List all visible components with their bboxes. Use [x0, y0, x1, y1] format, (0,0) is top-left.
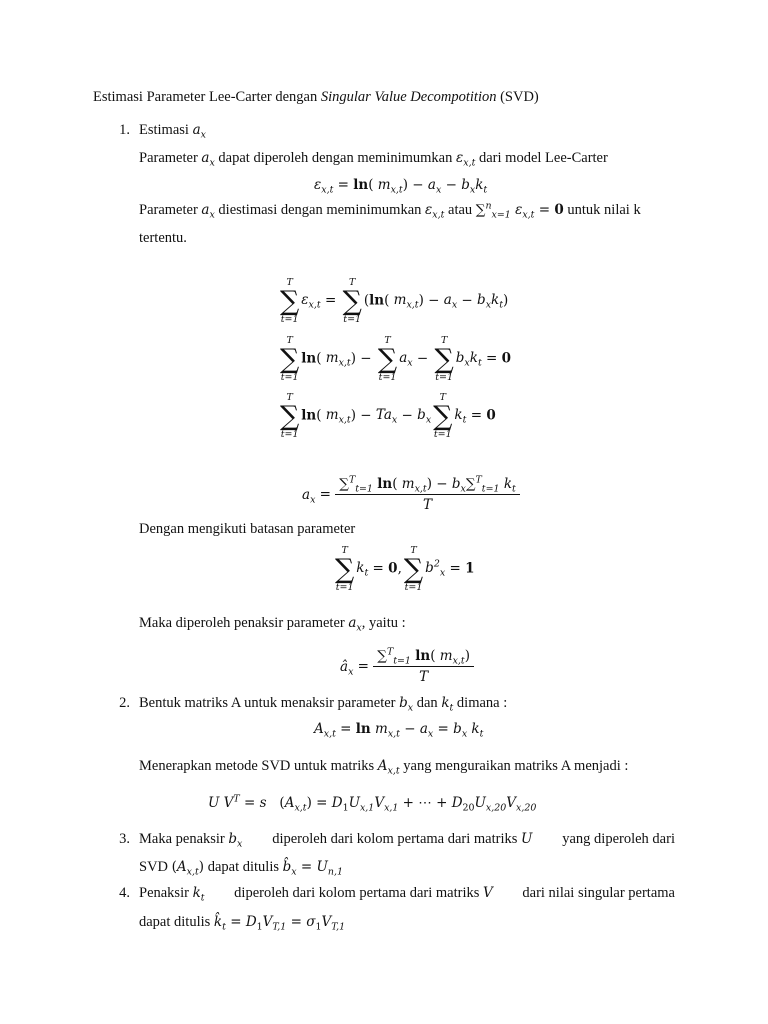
text: Bentuk matriks A untuk menaksir parameter [139, 695, 400, 711]
equation-matrix-a: $A_{x,t} = \ln m_{x,t} - a_x = b_x$ $k_t$ [314, 721, 484, 740]
equation-derivation-2: T ∑ t=1 ln( $m_{x,t}$) − T ∑ t=1 $a_x$ − T ∑ t=1 $b_xk_t = 0$ [280, 335, 512, 383]
math-b-x: $b_x$ [228, 831, 243, 850]
math-u: U [521, 831, 533, 847]
item2-paragraph-2 [139, 758, 628, 775]
math-a-x: $a_x$ [192, 122, 206, 141]
math-a-x: $a_x$ [201, 202, 215, 221]
text: dimana : [453, 695, 508, 711]
text: Maka penaksir [139, 831, 229, 847]
text: yang diperoleh dari [562, 831, 675, 847]
item-number-1: 1. [119, 122, 130, 138]
item4-paragraph-1 [139, 885, 675, 902]
math-a-x: $a_x$ [201, 150, 215, 169]
text: SVD [139, 859, 172, 875]
item-number-3: 3. [119, 831, 130, 847]
item4-paragraph-2: dapat ditulis $k̂_t = D_1V_{T,1} = \sigma_1V_{T,1}$ [139, 914, 346, 933]
equation-svd: U $V^T = s$ $(A_{x,t}) = D_1U_{x,1}V_{x,1}$ + ⋯ + $D_{20}U_{x,20}V_{x,20}$ [208, 793, 537, 814]
item1-paragraph-1 [139, 150, 608, 167]
math-b-x: $b_x$ [399, 695, 414, 714]
equation-derivation-3: T ∑ t=1 ln( $m_{x,t}) - Ta_x - b_x$ T ∑ t=1 $k_t = 0$ [280, 392, 496, 440]
math-a-xt: $(A_{x,t})$ [171, 859, 205, 878]
text: diperoleh dari kolom pertama dari matriks [234, 885, 484, 901]
text: Maka diperoleh penaksir parameter [139, 615, 349, 631]
text: dapat ditulis [139, 914, 214, 930]
equation-ax-solution: $a_x$ = $\frac{\sum^T_{t=1} \ln( m_{x,t}) - b_x\sum^T_{t=1} k_t}{T}$ [302, 476, 520, 513]
text: yang menguraikan matriks A menjadi : [399, 758, 629, 774]
math-a-x: $a_x$ [348, 615, 362, 634]
text: dapat diperoleh dengan meminimumkan [214, 150, 456, 166]
title-suffix: (SVD) [496, 89, 539, 105]
math-a-xt: $A_{x,t}$ [377, 758, 400, 777]
page-title [93, 89, 539, 106]
text: dari model Lee-Carter [475, 150, 608, 166]
item-number-4: 4. [119, 885, 130, 901]
item1-paragraph-2 [139, 202, 641, 219]
math-k-t: $k_t$ [192, 885, 205, 904]
math-v: V [483, 885, 493, 901]
item1-heading [139, 122, 206, 139]
item-number-2: 2. [119, 695, 130, 711]
title-text: Estimasi Parameter Lee-Carter dengan [93, 89, 321, 105]
text: atau [444, 202, 476, 218]
text: Parameter [139, 202, 202, 218]
math-k-t: $k_t$ [441, 695, 454, 714]
equation-error-model: $\varepsilon_{x,t} = \ln$( $m_{x,t}) - a_x - b_xk_t$ [314, 177, 488, 196]
equation-derivation-1: T ∑ t=1 $\varepsilon_{x,t}$ = T ∑ t=1 (ln( $m_{x,t}) - a_x - b_xk_t$) [280, 277, 509, 325]
item3-paragraph-1 [139, 831, 675, 848]
math-bhat-x: $b̂_x$ [282, 859, 297, 878]
text: dapat ditulis [204, 859, 283, 875]
text: , yaitu : [361, 615, 406, 631]
math-epsilon-xt: $\varepsilon_{x,t}$ [456, 150, 476, 169]
item3-paragraph-2: SVD $(A_{x,t})$ dapat ditulis $b̂_x = U_{n,1}$ [139, 859, 343, 878]
item1-paragraph-2-cont: tertentu. [139, 230, 187, 246]
text: diperoleh dari kolom pertama dari matriks [272, 831, 522, 847]
item1-paragraph-3: Dengan mengikuti batasan parameter [139, 521, 356, 537]
math-khat-t: $k̂_t$ [213, 914, 226, 933]
title-italic: Singular Value Decompotition [320, 89, 497, 105]
equation-ax-hat: $â_x$ = $\frac{\sum^T_{t=1} \ln( m_{x,t})}{T}$ [340, 648, 474, 685]
text: Parameter [139, 150, 202, 166]
equation-constraints: T ∑ t=1 $k_t = 0$, T ∑ t=1 $b^2_x = 1$ [335, 545, 475, 593]
item2-paragraph-1 [139, 695, 507, 712]
item1-heading-text: Estimasi [139, 122, 193, 138]
text: untuk nilai k [563, 202, 641, 218]
item1-paragraph-4 [139, 615, 406, 632]
text: diestimasi dengan meminimumkan [214, 202, 426, 218]
text: Penaksir [139, 885, 193, 901]
text: dari nilai singular pertama [522, 885, 675, 901]
math-sum-constraint: ∑$^n_{x=1}$ $\varepsilon_{x,t} = 0$ [475, 200, 564, 221]
text: dan [413, 695, 442, 711]
text: Menerapkan metode SVD untuk matriks [139, 758, 378, 774]
math-epsilon-xt: $\varepsilon_{x,t}$ [425, 202, 445, 221]
